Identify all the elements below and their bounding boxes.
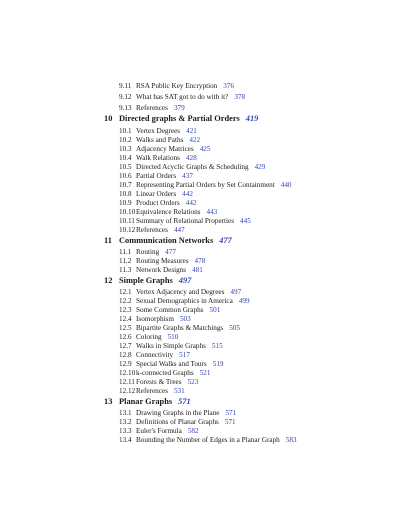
section-number: 10.12	[119, 226, 136, 234]
section-number: 10.11	[119, 217, 135, 225]
section-entry[interactable]	[119, 163, 265, 172]
section-title: Vertex Adjacency and Degrees	[136, 288, 225, 296]
section-number: 12.8	[119, 351, 132, 359]
page-link[interactable]: 510	[167, 333, 179, 341]
section-title: Drawing Graphs in the Plane	[136, 409, 220, 417]
section-title: Directed Acyclic Graphs & Scheduling	[136, 163, 249, 171]
section-title: Partial Orders	[136, 172, 177, 180]
section-title: Forests & Trees	[136, 378, 182, 386]
section-entry[interactable]	[119, 342, 223, 351]
page-link[interactable]: 419	[245, 114, 259, 123]
page-link[interactable]: 517	[179, 351, 190, 359]
page-link[interactable]: 425	[199, 145, 211, 153]
section-entry[interactable]	[119, 181, 292, 190]
section-title: Bipartite Graphs & Matchings	[136, 324, 224, 332]
section-title: What has SAT got to do with it?	[136, 93, 229, 101]
section-entry[interactable]	[119, 172, 193, 181]
section-number: 12.7	[119, 342, 132, 350]
section-number: 12.9	[119, 360, 132, 368]
section-number: 13.1	[119, 409, 132, 417]
page-link[interactable]: 443	[206, 208, 218, 216]
section-number: 10.4	[119, 154, 132, 162]
section-number: 12.1	[119, 288, 132, 296]
chapter-entry[interactable]	[104, 396, 191, 407]
page-link[interactable]: 429	[254, 163, 266, 171]
section-entry[interactable]	[119, 82, 234, 91]
section-entry[interactable]	[119, 369, 210, 378]
section-entry[interactable]	[119, 208, 217, 217]
section-number: 9.12	[119, 93, 132, 101]
page-link[interactable]: 571	[224, 418, 236, 426]
section-entry[interactable]	[119, 333, 178, 342]
page-link[interactable]: 523	[187, 378, 199, 386]
section-title: RSA Public Key Encryption	[136, 82, 218, 90]
page-link[interactable]: 521	[199, 369, 211, 377]
section-title: Coloring	[136, 333, 162, 341]
page-link[interactable]: 583	[285, 436, 297, 444]
page-link[interactable]: 422	[189, 136, 201, 144]
section-number: 12.5	[119, 324, 132, 332]
section-entry[interactable]	[119, 257, 205, 266]
section-entry[interactable]	[119, 248, 176, 257]
chapter-number: 13	[104, 397, 113, 406]
section-number: 12.12	[119, 387, 136, 395]
section-number: 12.10	[119, 369, 136, 377]
section-number: 10.9	[119, 199, 132, 207]
page-link[interactable]: 531	[173, 387, 185, 395]
section-title: Network Designs	[136, 266, 187, 274]
section-number: 10.7	[119, 181, 132, 189]
section-title: Routing Measures	[136, 257, 189, 265]
section-number: 11.3	[119, 266, 132, 274]
page-link[interactable]: 582	[187, 427, 199, 435]
section-title: Vertex Degrees	[136, 127, 181, 135]
section-entry[interactable]	[119, 93, 245, 102]
section-title: Euler's Formula	[136, 427, 182, 435]
chapter-number: 12	[104, 276, 113, 285]
section-entry[interactable]	[119, 387, 185, 396]
section-entry[interactable]	[119, 266, 203, 275]
section-number: 10.1	[119, 127, 132, 135]
section-title: Sexual Demographics in America	[136, 297, 233, 305]
section-number: 10.2	[119, 136, 132, 144]
section-entry[interactable]	[119, 351, 190, 360]
section-title: Some Common Graphs	[136, 306, 204, 314]
page-link[interactable]: 497	[178, 276, 192, 285]
chapter-title: Directed graphs & Partial Orders	[119, 114, 240, 123]
section-entry[interactable]	[119, 136, 200, 145]
page-link[interactable]: 376	[223, 82, 235, 90]
section-number: 12.4	[119, 315, 132, 323]
section-entry[interactable]	[119, 409, 236, 418]
section-title: Summary of Relational Properties	[136, 217, 235, 225]
page-link[interactable]: 437	[182, 172, 193, 180]
section-title: Adjacency Matrices	[136, 145, 194, 153]
chapter-number: 11	[104, 236, 112, 245]
section-number: 10.10	[119, 208, 136, 216]
section-number: 11.1	[119, 248, 132, 256]
chapter-number: 10	[104, 114, 113, 123]
page-link[interactable]: 379	[173, 104, 185, 112]
section-number: 10.3	[119, 145, 132, 153]
section-entry[interactable]	[119, 306, 220, 315]
section-entry[interactable]	[119, 190, 193, 199]
page-link[interactable]: 478	[194, 257, 206, 265]
section-number: 13.3	[119, 427, 132, 435]
section-title: References	[136, 387, 168, 395]
section-number: 10.8	[119, 190, 132, 198]
section-title: Representing Partial Orders by Set Containment	[136, 181, 275, 189]
chapter-title: Planar Graphs	[119, 397, 173, 406]
page-link[interactable]: 428	[185, 154, 197, 162]
section-title: Linear Orders	[136, 190, 177, 198]
section-title: Walks and Paths	[136, 136, 184, 144]
page-link[interactable]: 571	[225, 409, 237, 417]
page-link[interactable]: 442	[185, 199, 197, 207]
section-entry[interactable]	[119, 378, 198, 387]
section-number: 12.3	[119, 306, 132, 314]
section-entry[interactable]	[119, 297, 250, 306]
section-entry[interactable]	[119, 436, 297, 445]
section-entry[interactable]	[119, 199, 197, 208]
section-title: Isomorphism	[136, 315, 174, 323]
chapter-entry[interactable]	[104, 113, 258, 124]
page-link[interactable]: 571	[178, 397, 191, 406]
page-link[interactable]: 505	[229, 324, 241, 332]
section-entry[interactable]	[119, 226, 185, 235]
page-link[interactable]: 481	[192, 266, 203, 274]
section-title: Definitions of Planar Graphs	[136, 418, 219, 426]
section-number: 10.6	[119, 172, 132, 180]
section-entry[interactable]	[119, 418, 236, 427]
page-link[interactable]: 503	[179, 315, 191, 323]
section-title: k-connected Graphs	[136, 369, 194, 377]
section-entry[interactable]	[119, 315, 191, 324]
section-title: Equivalence Relations	[136, 208, 201, 216]
page-link[interactable]: 519	[212, 360, 224, 368]
section-number: 9.11	[119, 82, 132, 90]
page-link[interactable]: 515	[211, 342, 223, 350]
section-entry[interactable]	[119, 145, 210, 154]
page-link[interactable]: 447	[173, 226, 185, 234]
page-link[interactable]: 501	[209, 306, 221, 314]
section-entry[interactable]	[119, 427, 199, 436]
section-title: Connectivity	[136, 351, 174, 359]
section-number: 13.2	[119, 418, 132, 426]
page-link[interactable]: 497	[230, 288, 242, 296]
section-number: 10.5	[119, 163, 132, 171]
section-entry[interactable]	[119, 360, 224, 369]
section-title: Product Orders	[136, 199, 180, 207]
page-link[interactable]: 378	[234, 93, 246, 101]
section-entry[interactable]	[119, 288, 241, 297]
chapter-title: Simple Graphs	[119, 276, 173, 285]
section-title: Walk Relations	[136, 154, 180, 162]
page-link[interactable]: 442	[182, 190, 193, 198]
section-number: 12.6	[119, 333, 132, 341]
section-entry[interactable]	[119, 217, 251, 226]
page-link[interactable]: 499	[238, 297, 250, 305]
chapter-entry[interactable]	[104, 275, 191, 286]
section-number: 12.11	[119, 378, 135, 386]
page-link[interactable]: 440	[280, 181, 292, 189]
section-title: Routing	[136, 248, 160, 256]
section-title: Bounding the Number of Edges in a Planar Graph	[136, 436, 280, 444]
section-title: Special Walks and Tours	[136, 360, 207, 368]
section-number: 12.2	[119, 297, 132, 305]
section-number: 13.4	[119, 436, 132, 444]
section-title: References	[136, 104, 168, 112]
page-link[interactable]: 477	[219, 236, 232, 245]
section-title: Walks in Simple Graphs	[136, 342, 206, 350]
page-link[interactable]: 445	[240, 217, 251, 225]
section-entry[interactable]	[119, 324, 240, 333]
section-number: 9.13	[119, 104, 132, 112]
section-title: References	[136, 226, 168, 234]
page-link[interactable]: 421	[186, 127, 197, 135]
chapter-title: Communication Networks	[119, 236, 214, 245]
section-entry[interactable]	[119, 127, 197, 136]
section-entry[interactable]	[119, 104, 185, 113]
page-link[interactable]: 477	[165, 248, 176, 256]
chapter-entry[interactable]	[104, 235, 232, 246]
section-number: 11.2	[119, 257, 132, 265]
section-entry[interactable]	[119, 154, 197, 163]
